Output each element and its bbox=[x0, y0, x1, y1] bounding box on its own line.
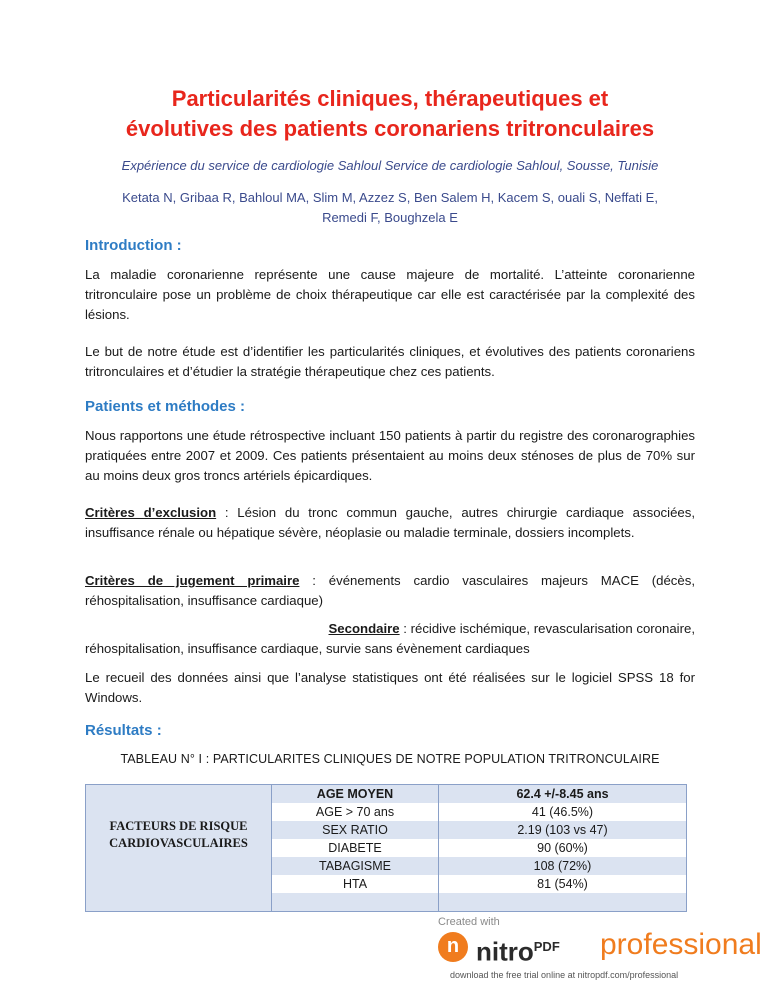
methods-heading: Patients et méthodes : bbox=[85, 398, 246, 415]
secondary-criteria-line-1 bbox=[85, 619, 695, 639]
watermark-created-with: Created with bbox=[438, 916, 500, 928]
primary-criteria-text: : événements cardio vasculaires majeurs MACE (décès, réhospitalisation, insuffisance cardiaque) bbox=[85, 573, 695, 608]
document-title-line-1: Particularités cliniques, thérapeutiques et bbox=[171, 86, 609, 111]
secondary-criteria-label: Secondaire bbox=[328, 621, 400, 636]
table-row bbox=[272, 875, 686, 893]
watermark-brand-sup: PDF bbox=[533, 939, 560, 954]
primary-criteria-paragraph bbox=[85, 571, 695, 611]
table-row-label: SEX RATIO bbox=[272, 821, 439, 839]
table-row-label-blank bbox=[272, 893, 439, 911]
introduction-heading: Introduction : bbox=[85, 237, 182, 254]
watermark-brand-name: nitro bbox=[476, 936, 534, 967]
table-group-cell bbox=[86, 785, 272, 911]
watermark-trial-link[interactable]: download the free trial online at nitropdf.com/professional bbox=[450, 970, 679, 980]
introduction-paragraph-2: Le but de notre étude est d’identifier les particularités cliniques, et évolutives des patients coronariens tritronculaires et d’étudier la stratégie thérapeutique chez ces patients. bbox=[85, 344, 695, 379]
affiliation: Expérience du service de cardiologie Sahloul Service de cardiologie Sahloul, Sousse, Tunisie bbox=[121, 158, 659, 173]
table-row-label: AGE MOYEN bbox=[272, 785, 439, 803]
table-row-value-blank bbox=[439, 893, 686, 911]
table-row bbox=[272, 785, 686, 803]
authors-line-2: Remedi F, Boughzela E bbox=[322, 210, 458, 225]
secondary-criteria-text: : récidive ischémique, revascularisation coronaire, bbox=[399, 621, 695, 636]
table-row-label: TABAGISME bbox=[272, 857, 439, 875]
table-row-value: 41 (46.5%) bbox=[531, 805, 594, 819]
table-row-value: 108 (72%) bbox=[533, 859, 592, 873]
methods-paragraph-1: Nous rapportons une étude rétrospective incluant 150 patients à partir du registre des coronarographies pratiquées entre 2007 et 2009. Ces patients présentaient au moins deux sténoses de plus de 70% sur au moins deux gros troncs artériels épicardiques. bbox=[85, 428, 695, 483]
exclusion-criteria-text: : Lésion du tronc commun gauche, autres chirurgie cardiaque associées, insuffisance rénale ou hépatique sévère, néoplasie ou maladie terminale, dossiers incomplets. bbox=[85, 505, 695, 540]
results-heading: Résultats : bbox=[85, 722, 162, 739]
risk-factors-table bbox=[85, 784, 687, 912]
exclusion-criteria-label: Critères d’exclusion bbox=[85, 505, 217, 520]
table-row-label: HTA bbox=[272, 875, 439, 893]
authors-line-1: Ketata N, Gribaa R, Bahloul MA, Slim M, Azzez S, Ben Salem H, Kacem S, ouali S, Neffati E, bbox=[122, 190, 658, 205]
table-row bbox=[272, 821, 686, 839]
primary-criteria-label: Critères de jugement primaire bbox=[85, 573, 300, 588]
statistics-paragraph: Le recueil des données ainsi que l’analyse statistiques ont été réalisées sur le logiciel SPSS 18 for Windows. bbox=[85, 670, 695, 705]
table-row bbox=[272, 839, 686, 857]
watermark-brand bbox=[476, 932, 560, 967]
table-row-label: AGE > 70 ans bbox=[272, 803, 439, 821]
introduction-paragraph-1: La maladie coronarienne représente une cause majeure de mortalité. L’atteinte coronarienne tritronculaire pose un problème de choix thérapeutique car elle est caractérisée par la complexité des lésions. bbox=[85, 267, 695, 322]
watermark-product: professional bbox=[600, 928, 762, 961]
table-row-label: DIABETE bbox=[272, 839, 439, 857]
exclusion-criteria-paragraph bbox=[85, 503, 695, 543]
document-title-line-2: évolutives des patients coronariens tritronculaires bbox=[125, 116, 655, 141]
table-group-label: FACTEURS DE RISQUE CARDIOVASCULAIRES bbox=[109, 819, 248, 850]
table-row-value: 90 (60%) bbox=[537, 841, 588, 855]
table-row-value: 81 (54%) bbox=[537, 877, 588, 891]
table-row bbox=[272, 857, 686, 875]
table-row-value: 2.19 (103 vs 47) bbox=[517, 823, 608, 837]
table-row-blank bbox=[272, 893, 686, 911]
table-row-value: 62.4 +/-8.45 ans bbox=[516, 787, 609, 801]
nitro-watermark bbox=[428, 916, 760, 986]
table-row bbox=[272, 803, 686, 821]
secondary-criteria-line-2: réhospitalisation, insuffisance cardiaque, survie sans évènement cardiaques bbox=[85, 641, 530, 656]
authors bbox=[80, 188, 700, 228]
table-caption: TABLEAU N° I : PARTICULARITES CLINIQUES DE NOTRE POPULATION TRITRONCULAIRE bbox=[120, 752, 660, 766]
nitro-logo-icon: n bbox=[438, 932, 468, 962]
